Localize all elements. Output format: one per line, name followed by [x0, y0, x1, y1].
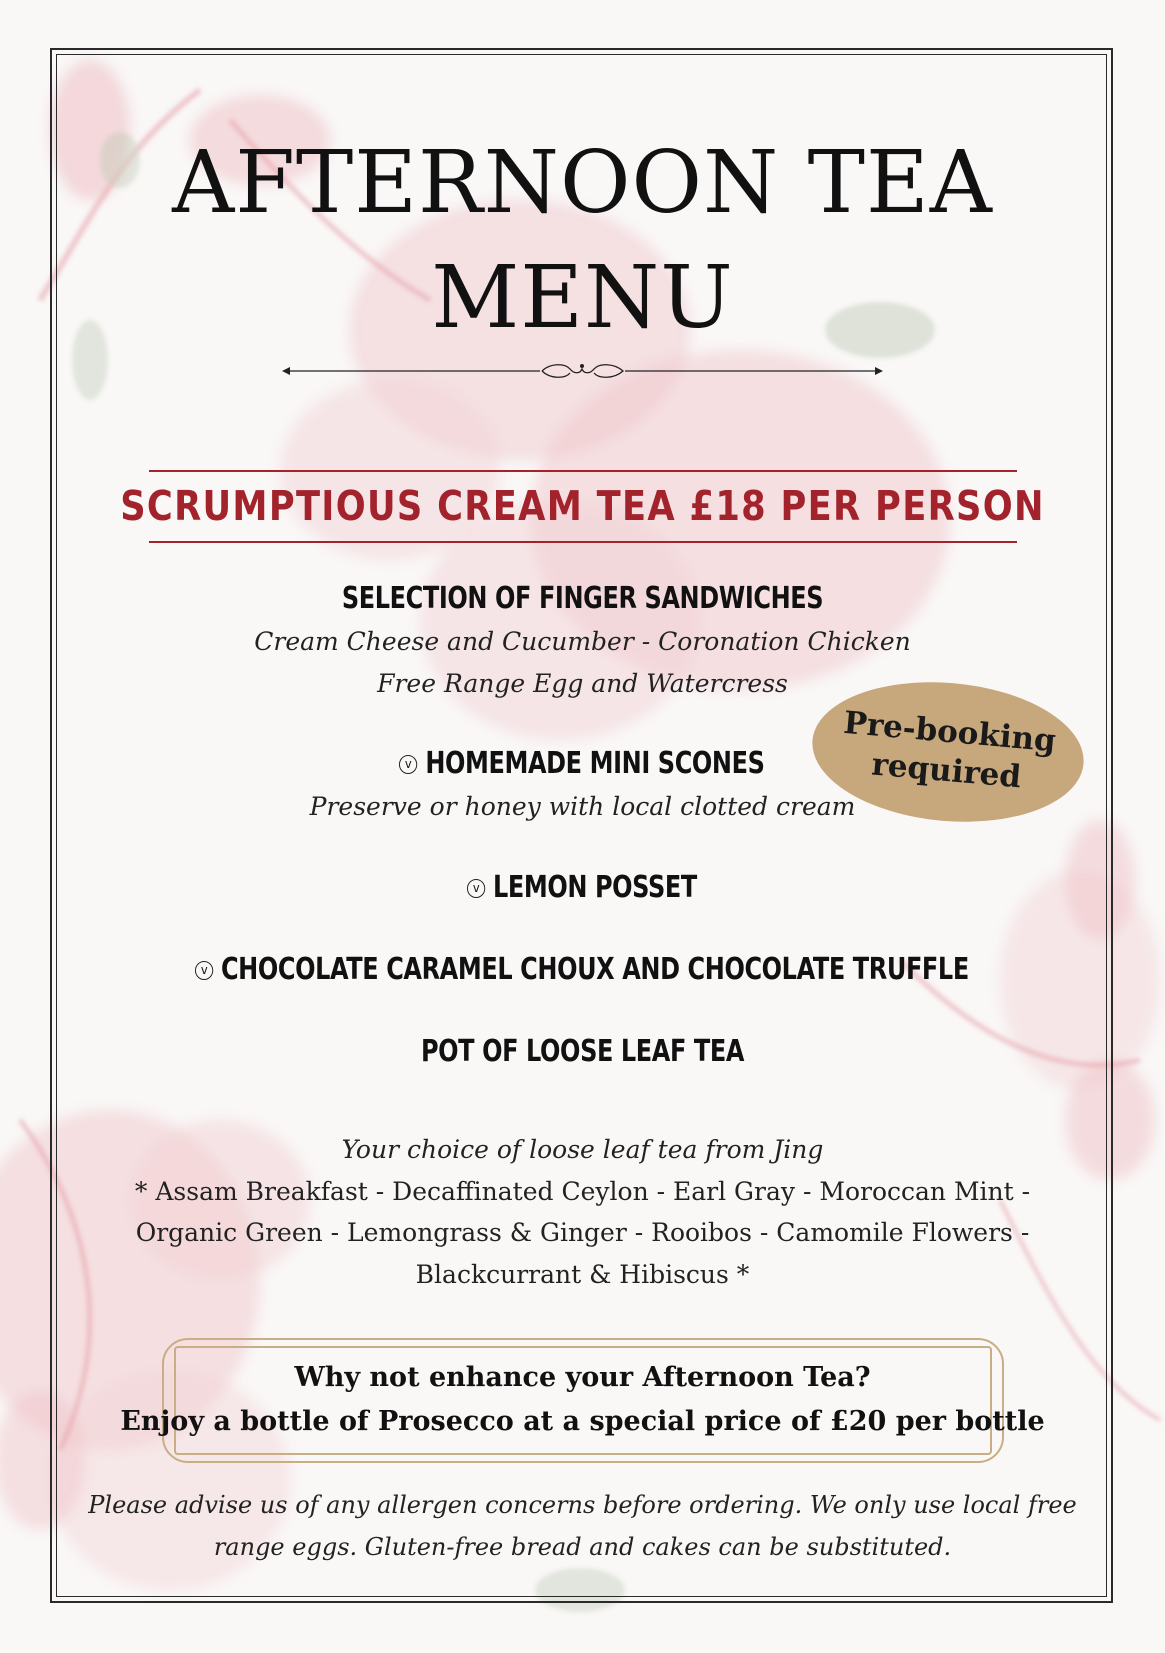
- price-heading: SCRUMPTIOUS CREAM TEA £18 PER PERSON: [120, 482, 1045, 530]
- item-description: Free Range Egg and Watercress: [377, 669, 788, 698]
- item-heading-text: HOMEMADE MINI SCONES: [425, 746, 765, 781]
- menu-title-line-2: MENU: [431, 248, 734, 348]
- menu-title-line-1: AFTERNOON TEA: [172, 133, 993, 233]
- allergen-note: Please advise us of any allergen concerns before ordering. We only use local free: [88, 1491, 1077, 1519]
- price-rule-bottom: [149, 541, 1017, 543]
- item-heading-text: LEMON POSSET: [492, 870, 697, 905]
- item-heading-chocolate: [117, 952, 1049, 987]
- item-heading-tea: POT OF LOOSE LEAF TEA: [420, 1034, 745, 1069]
- promo-line: Enjoy a bottle of Prosecco at a special price of £20 per bottle: [120, 1406, 1045, 1437]
- vegetarian-icon: v: [399, 755, 417, 774]
- badge-line: Pre-booking: [842, 705, 1058, 760]
- tea-list-line: * Assam Breakfast - Decaffinated Ceylon - Earl Gray - Moroccan Mint -: [134, 1177, 1031, 1206]
- item-heading-sandwiches: SELECTION OF FINGER SANDWICHES: [341, 581, 824, 616]
- ornament-divider: [280, 360, 885, 382]
- item-heading-lemon-posset: [117, 870, 1049, 905]
- allergen-note: range eggs. Gluten-free bread and cakes can be substituted.: [213, 1533, 952, 1561]
- item-description: Preserve or honey with local clotted cream: [309, 792, 856, 821]
- item-description: Cream Cheese and Cucumber - Coronation Chicken: [254, 627, 911, 656]
- vegetarian-icon: v: [195, 961, 213, 980]
- promo-line: Why not enhance your Afternoon Tea?: [294, 1362, 871, 1393]
- tea-intro: Your choice of loose leaf tea from Jing: [341, 1135, 824, 1164]
- vegetarian-icon: v: [467, 879, 485, 898]
- item-heading-text: CHOCOLATE CARAMEL CHOUX AND CHOCOLATE TRUFFLE: [220, 952, 969, 987]
- tea-list-line: Blackcurrant & Hibiscus *: [415, 1260, 750, 1289]
- price-rule-top: [149, 470, 1017, 472]
- badge-line: required: [870, 746, 1023, 796]
- tea-list-line: Organic Green - Lemongrass & Ginger - Rooibos - Camomile Flowers -: [135, 1218, 1030, 1247]
